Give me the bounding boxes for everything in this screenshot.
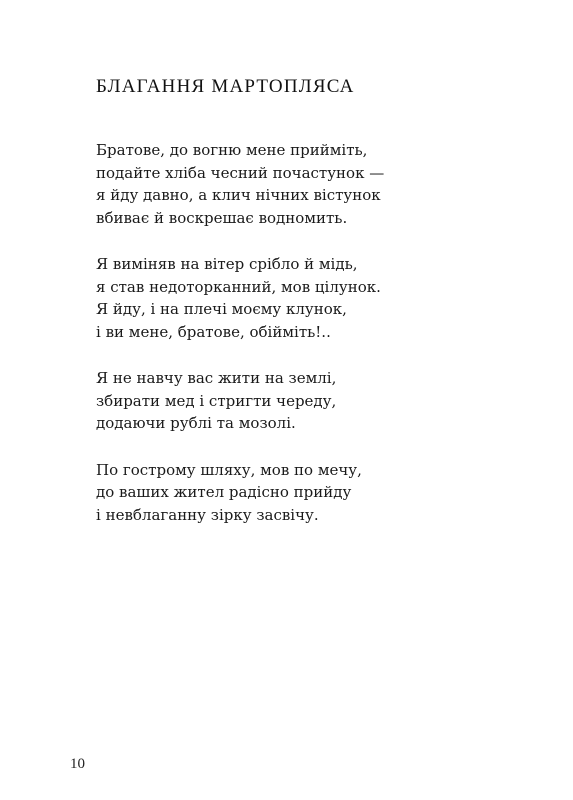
poem-line: я став недоторканний, мов цілунок.	[96, 277, 381, 296]
stanza-1	[96, 139, 536, 229]
poem-line: Я виміняв на вітер срібло й мідь,	[96, 255, 358, 273]
poem-line: Братове, до вогню мене прийміть,	[96, 141, 368, 159]
poem-line: подайте хліба чесний почастунок —	[96, 163, 385, 182]
poem-line: до ваших жител радісно прийду	[96, 483, 352, 501]
poem-line: збирати мед і стригти череду,	[96, 391, 337, 410]
poem-line: Я йду, і на плечі моєму клунок,	[96, 300, 347, 318]
poem-line: додаючи рублі та мозолі.	[96, 414, 296, 432]
poem-line: вбиває й воскрешає водномить.	[96, 208, 348, 227]
poem-title: БЛАГАННЯ МАРТОПЛЯСА	[96, 76, 355, 97]
page-number: 10	[70, 756, 85, 772]
poem-line: і невблаганну зірку засвічу.	[96, 505, 319, 524]
stanza-3	[96, 367, 536, 435]
poem-line: По гострому шляху, мов по мечу,	[96, 460, 362, 479]
poem-line: і ви мене, братове, обійміть!..	[96, 322, 331, 341]
poem-body	[96, 139, 536, 550]
poem-line: Я не навчу вас жити на землі,	[96, 369, 337, 387]
poem-line: я йду давно, а клич нічних вістунок	[96, 186, 381, 204]
stanza-4	[96, 459, 536, 527]
stanza-2	[96, 253, 536, 343]
